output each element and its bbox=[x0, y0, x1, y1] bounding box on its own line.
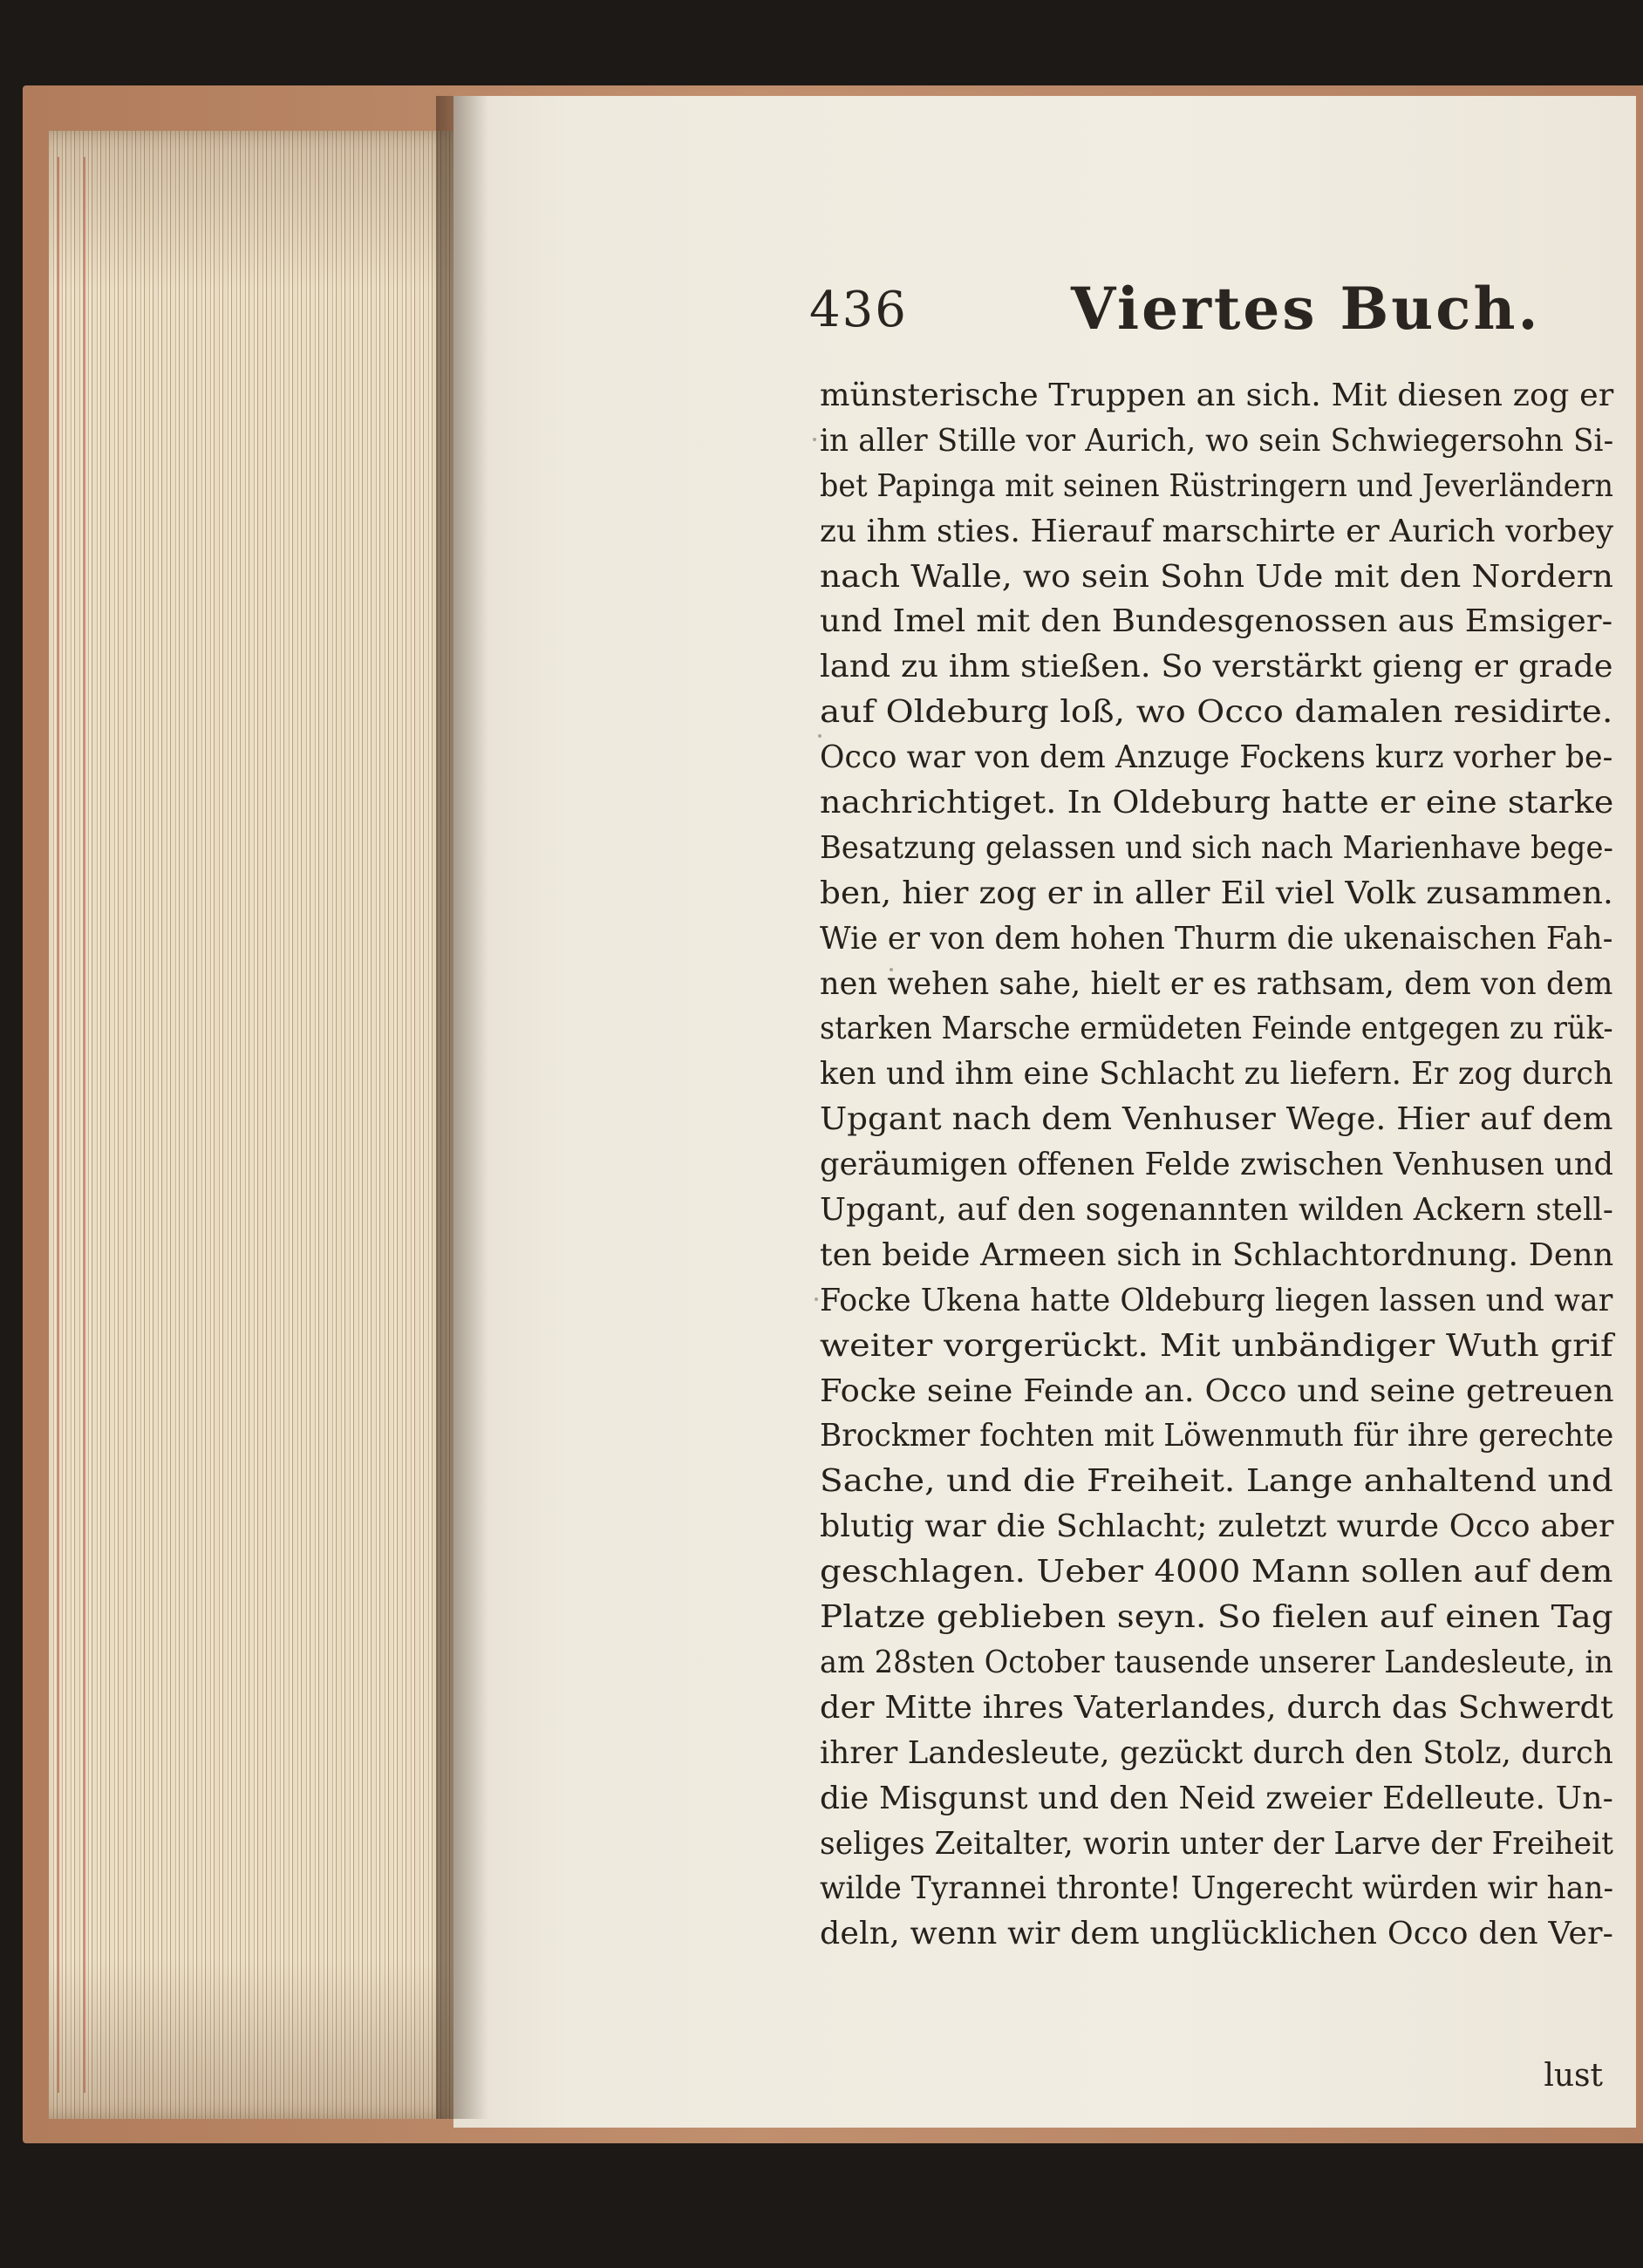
text-line: nach Walle, wo sein Sohn Ude mit den Nordern bbox=[820, 558, 1614, 595]
text-line: in aller Stille vor Aurich, wo sein Schwiegersohn Si- bbox=[820, 422, 1614, 459]
text-line: Occo war von dem Anzuge Fockens kurz vorher be- bbox=[820, 739, 1613, 776]
text-line: Focke Ukena hatte Oldeburg liegen lassen und war bbox=[820, 1282, 1613, 1318]
text-line: blutig war die Schlacht; zuletzt wurde Occo aber bbox=[820, 1509, 1614, 1545]
text-line: ken und ihm eine Schlacht zu liefern. Er zog durch bbox=[820, 1056, 1613, 1093]
text-line: und Imel mit den Bundesgenossen aus Emsiger- bbox=[820, 603, 1613, 640]
stacked-page-edges bbox=[49, 131, 459, 2119]
edge-shading bbox=[49, 131, 459, 2119]
dust-speck bbox=[890, 968, 893, 971]
text-line: Brockmer fochten mit Löwenmuth für ihre gerechte bbox=[820, 1418, 1614, 1454]
text-line: geschlagen. Ueber 4000 Mann sollen auf dem bbox=[820, 1554, 1613, 1590]
body-text bbox=[820, 373, 1613, 1957]
text-line: deln, wenn wir dem unglücklichen Occo den Ver- bbox=[820, 1916, 1613, 1952]
text-line: weiter vorgerückt. Mit unbändiger Wuth grif bbox=[820, 1327, 1613, 1364]
page-number: 436 bbox=[809, 282, 908, 338]
text-line: ten beide Armeen sich in Schlachtordnung. Denn bbox=[820, 1236, 1614, 1273]
text-line: nen wehen sahe, hielt er es rathsam, dem von dem bbox=[820, 965, 1613, 1002]
text-line: nachrichtiget. In Oldeburg hatte er eine starke bbox=[820, 785, 1614, 821]
dust-speck bbox=[818, 734, 822, 738]
text-line: starken Marsche ermüdeten Feinde entgegen zu rük- bbox=[820, 1011, 1613, 1047]
text-line: die Misgunst und den Neid zweier Edelleute. Un- bbox=[820, 1780, 1613, 1816]
text-line: auf Oldeburg loß, wo Occo damalen residirte. bbox=[820, 694, 1613, 731]
text-line: geräumigen offenen Felde zwischen Venhusen und bbox=[820, 1147, 1614, 1183]
text-line: zu ihm sties. Hierauf marschirte er Aurich vorbey bbox=[820, 513, 1614, 549]
text-line: bet Papinga mit seinen Rüstringern und Jeverländern bbox=[820, 467, 1614, 504]
gutter-shadow bbox=[436, 96, 488, 2119]
running-head bbox=[809, 275, 1594, 344]
text-line: Upgant nach dem Venhuser Wege. Hier auf dem bbox=[820, 1101, 1613, 1138]
printed-page bbox=[453, 96, 1636, 2128]
text-line: Platze geblieben seyn. So fielen auf einen Tag bbox=[820, 1599, 1613, 1636]
dust-speck bbox=[815, 1297, 818, 1301]
text-line: Focke seine Feinde an. Occo und seine getreuen bbox=[820, 1372, 1614, 1409]
text-line: Besatzung gelassen und sich nach Marienhave bege- bbox=[820, 829, 1613, 866]
running-title: Viertes Buch. bbox=[1071, 275, 1541, 343]
text-line: ben, hier zog er in aller Eil viel Volk zusammen. bbox=[820, 875, 1613, 911]
text-line: Sache, und die Freiheit. Lange anhaltend und bbox=[820, 1463, 1613, 1500]
text-line: der Mitte ihres Vaterlandes, durch das Schwerdt bbox=[820, 1689, 1613, 1726]
text-line: ihrer Landesleute, gezückt durch den Stolz, durch bbox=[820, 1734, 1613, 1771]
text-line: seliges Zeitalter, worin unter der Larve der Freiheit bbox=[820, 1825, 1614, 1862]
catchword: lust bbox=[1544, 2058, 1603, 2094]
dust-speck bbox=[813, 438, 816, 441]
text-line: Upgant, auf den sogenannten wilden Ackern stell- bbox=[820, 1192, 1614, 1229]
text-line: am 28sten October tausende unserer Landesleute, in bbox=[820, 1644, 1613, 1680]
text-line: Wie er von dem hohen Thurm die ukenaischen Fah- bbox=[820, 920, 1613, 957]
text-line: münsterische Truppen an sich. Mit diesen zog er bbox=[820, 378, 1614, 413]
text-line: wilde Tyrannei thronte! Ungerecht würden wir han- bbox=[820, 1870, 1614, 1907]
text-line: land zu ihm stießen. So verstärkt gieng er grade bbox=[820, 649, 1613, 685]
